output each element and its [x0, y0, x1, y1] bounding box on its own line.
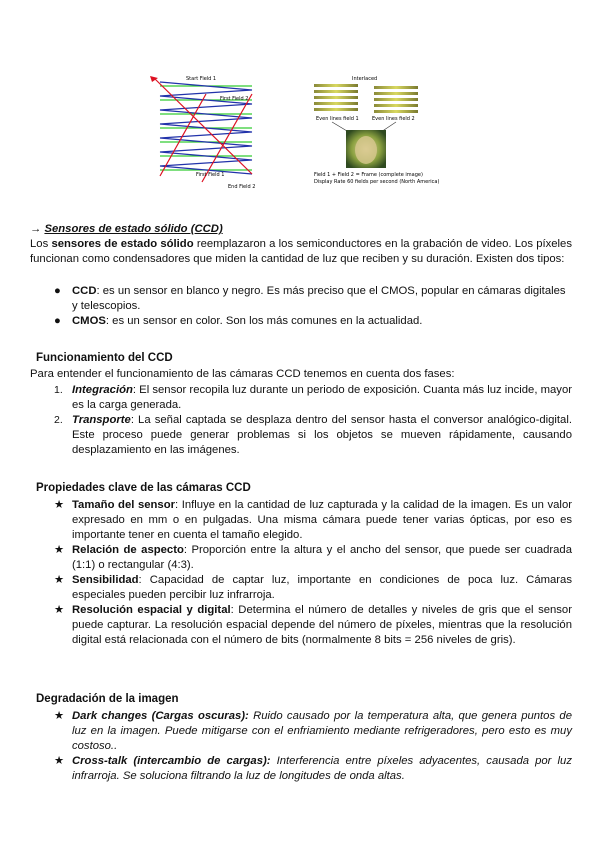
item-text: : El sensor recopila luz durante un periodo de exposición. Cuanta más luz incide, mayor es la carga generada.: [72, 384, 572, 411]
item-term: Resolución espacial y digital: [72, 604, 231, 616]
interlaced-fields-figure: [312, 74, 440, 186]
field-2-stripes: [374, 86, 418, 113]
item-text: : Capacidad de captar luz, importante en condiciones de poca luz. Cámaras especiales pueden percibir luz infrarroja.: [72, 574, 572, 601]
item-number: 1.: [54, 384, 63, 396]
star-icon: ★: [54, 755, 65, 767]
section-heading-funcionamiento: Funcionamiento del CCD: [36, 352, 173, 364]
label-start-field-1: Start Field 1: [186, 76, 217, 82]
list-item: [30, 603, 572, 648]
star-icon: ★: [54, 499, 65, 511]
label-first-field-2: First Field 2: [220, 96, 249, 102]
list-item: [30, 754, 572, 784]
list-item: [30, 284, 572, 314]
item-text: Ruido causado por la temperatura alta, que genera puntos de luz en la imagen. Puede mitigarse con el enfriamiento mediante refrigeradores, pero esto es muy costoso..: [72, 710, 572, 752]
sensor-types-list: [30, 284, 572, 329]
field-1-stripes: [314, 84, 358, 111]
item-term: Integración: [72, 384, 133, 396]
item-text: : es un sensor en color. Son los más comunes en la actualidad.: [105, 315, 423, 327]
section-heading-ccd: [30, 222, 572, 237]
ccd-intro-paragraph: [30, 237, 572, 267]
heading-title: Sensores de estado sólido (CCD): [44, 223, 223, 235]
list-item: [30, 413, 572, 458]
item-term: Transporte: [72, 414, 131, 426]
list-item: [30, 314, 572, 329]
item-text: : Determina el número de detalles y niveles de gris que el sensor puede capturar. La resolución espacial depende del número de píxeles, mientras que la resolución digital está relacionada con el número de bits (normalmente 8 bits = 256 niveles de gris).: [72, 604, 572, 646]
list-item: [30, 498, 572, 543]
properties-list: [30, 498, 572, 648]
label-first-field-1: First Field 1: [196, 172, 225, 178]
item-text: : Influye en la cantidad de luz capturada y la calidad de la imagen. Es un valor expresado en mm o en pulgadas. Una misma cámara puede tener varias ópticas, por eso es importante tener en cuenta el tamaño elegido.: [72, 499, 572, 541]
figure-title: Interlaced: [352, 76, 378, 82]
star-icon: ★: [54, 710, 65, 722]
item-text: Interferencia entre píxeles adyacentes, causada por luz infrarroja. Se soluciona filtrando la luz de longitudes de onda altas.: [72, 755, 572, 782]
section-heading-propiedades: Propiedades clave de las cámaras CCD: [36, 482, 251, 494]
star-icon: ★: [54, 574, 65, 586]
intro-bold: sensores de estado sólido: [51, 238, 194, 250]
label-end-field-2: End Field 2: [228, 184, 256, 190]
star-icon: ★: [54, 604, 65, 616]
intro-pre: Los: [30, 238, 52, 250]
item-term: Tamaño del sensor: [72, 499, 175, 511]
caption-line-1: Field 1 + Field 2 = Frame (complete image): [314, 172, 423, 178]
item-term: CCD: [72, 285, 97, 297]
item-text: : es un sensor en blanco y negro. Es más preciso que el CMOS, popular en cámaras digitales y telescopios.: [72, 285, 566, 312]
list-item: [30, 383, 572, 413]
phases-list: [30, 383, 572, 458]
label-field-2: Even lines field 2: [372, 116, 415, 122]
label-field-1: Even lines field 1: [316, 116, 359, 122]
caption-line-2: Display Rate 60 fields per second (North America): [314, 179, 440, 185]
item-term: Relación de aspecto: [72, 544, 184, 556]
list-item: [30, 573, 572, 603]
heading-arrow: →: [30, 223, 42, 235]
section-heading-degradacion: Degradación de la imagen: [36, 693, 179, 705]
item-term: Sensibilidad: [72, 574, 139, 586]
item-term: Cross-talk (intercambio de cargas):: [72, 755, 271, 767]
item-text: : Proporción entre la altura y el ancho del sensor, que puede ser cuadrada (1:1) o rectangular (4:3).: [72, 544, 572, 571]
bullet-icon: ●: [54, 285, 61, 297]
item-term: Dark changes (Cargas oscuras):: [72, 710, 249, 722]
face-shape: [355, 136, 377, 164]
intro-post: reemplazaron a los semiconductores en la grabación de video. Los píxeles funcionan como condensadores que miden la cantidad de luz que reciben y su duración. Existen dos tipos:: [30, 238, 572, 265]
star-icon: ★: [54, 544, 65, 556]
item-text: : La señal captada se desplaza dentro del sensor hasta el conversor analógico-digital. Este proceso puede generar problemas si los objetos se mueven rápidamente, causando desplazamiento en las imágenes.: [72, 414, 572, 456]
degradation-list: [30, 709, 572, 784]
list-item: [30, 543, 572, 573]
interlaced-scan-diagram: [140, 70, 268, 192]
bullet-icon: ●: [54, 315, 61, 327]
list-item: [30, 709, 572, 754]
item-number: 2.: [54, 414, 63, 426]
funcionamiento-intro: Para entender el funcionamiento de las cámaras CCD tenemos en cuenta dos fases:: [30, 368, 455, 380]
item-term: CMOS: [72, 315, 106, 327]
